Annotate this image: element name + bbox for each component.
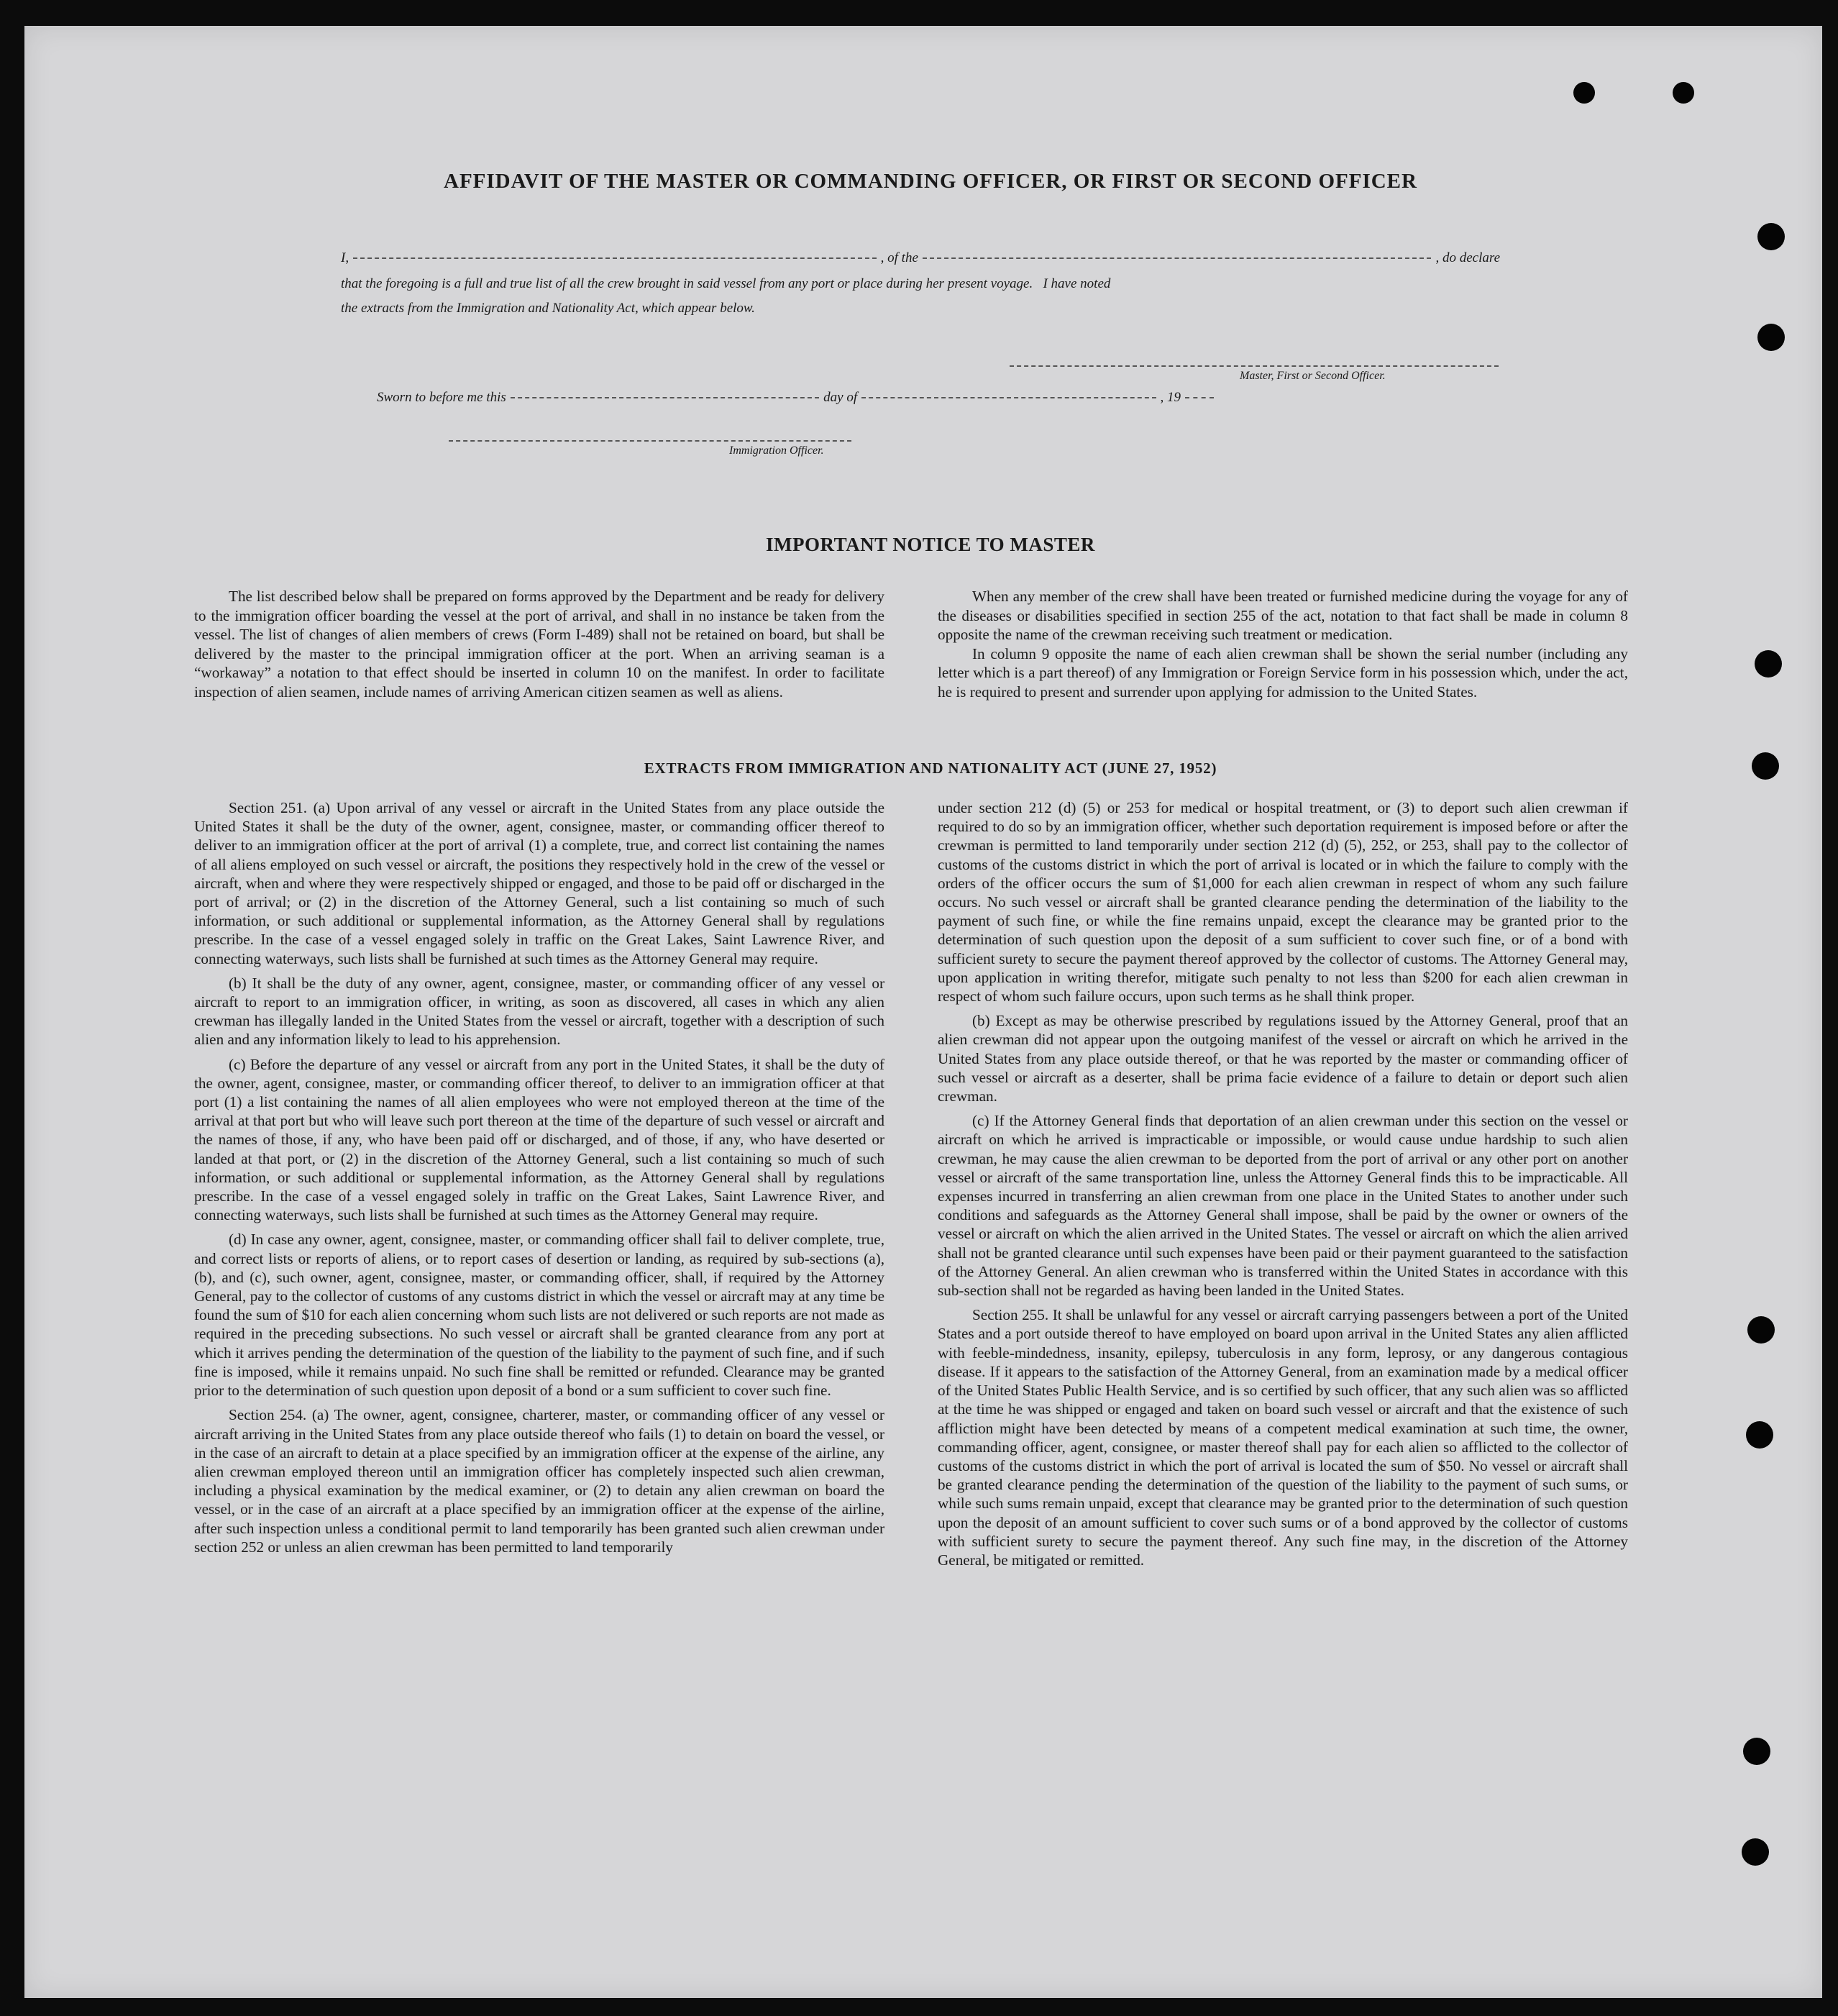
officer-signature-label: Immigration Officer. [729,444,824,457]
sworn-year-blank[interactable] [1185,397,1214,398]
document-page [24,26,1822,1998]
affidavit-title: AFFIDAVIT OF THE MASTER OR COMMANDING OFFICER, OR FIRST OR SECOND OFFICER [444,170,1417,193]
sworn-month-blank[interactable] [861,397,1156,398]
notice-right-column [938,587,1628,701]
punch-hole [1673,82,1694,104]
section-paragraph: (c) Before the departure of any vessel or aircraft from any port in the United States, it shall be the duty of the owner, agent, consignee, master, or commanding officer thereof, to deliver to an immigration officer at that port (1) a list containing the names of all alien employees who were not employed thereon at the time of the arrival at that port but who will leave such port thereon at the time of the departure of such vessel or aircraft and the names of those, if any, who have been paid off or discharged, and of those, if any, who have deserted or landed at that port, or (2) in the discretion of the Attorney General, such a list containing so much of such information, or such additional or supplemental information, as the Attorney General shall by regulations prescribe. In the case of a vessel engaged solely in traffic on the Great Lakes, Saint Lawrence River, and connecting waterways, such lists shall be furnished at such times as the Attorney General may require. [194,1055,884,1224]
name-blank[interactable] [353,257,877,259]
i-label: I, [341,250,349,265]
section-paragraph: under section 212 (d) (5) or 253 for medical or hospital treatment, or (3) to deport such alien crewman if required to do so by an immigration officer, whether such deportation requirement is imposed before or after the crewman is permitted to land temporarily under section 212 (d) (5), 252, or 253, shall pay to the collector of customs of the customs district in which the port of arrival is located or in which the failure to comply with the orders of the officer occurs the sum of $1,000 for each alien crewman in respect of whom any such failure occurs. No such vessel or aircraft shall be granted clearance pending the determination of the liability to the payment of such fine, or while the fine remains unpaid, except the clearance may be granted prior to the determination of such question upon the deposit of a sum sufficient to cover such fine, or of a bond with sufficient surety to secure the payment thereof approved by the collector of customs. The Attorney General may, upon application in writing therefor, mitigate such penalty to not less than $200 for each alien crewman in respect of whom such failure occurs, upon such terms as he shall think proper. [938,799,1628,1005]
master-signature-line[interactable] [1010,365,1499,367]
section-paragraph: (b) It shall be the duty of any owner, agent, consignee, master, or commanding officer of any vessel or aircraft to report to an immigration officer, in writing, as soon as discovered, all cases in which any alien crewman has illegally landed in the United States from the vessel or aircraft, together with a description of such alien and any information likely to lead to his apprehension. [194,974,884,1049]
vessel-blank[interactable] [923,257,1432,259]
section-paragraph: (d) In case any owner, agent, consignee, master, or commanding officer shall fail to deliver complete, true, and correct lists or reports of aliens, or to report cases of desertion or landing, as required by sub-sections (a), (b), and (c), such owner, agent, consignee, master, or commanding officer, shall, if required by the Attorney General, pay to the collector of customs of any customs district in which the vessel or aircraft may at any time be found the sum of $10 for each alien concerning whom such lists are not delivered or such reports are not made as required in the preceding subsections. No such vessel or aircraft shall be granted clearance from any port at which it arrives pending the determination of the question of the liability to the payment of such fine, and if such fine is imposed, while it remains unpaid. No such fine shall be remitted or refunded. Clearance may be granted prior to the determination of such question upon deposit of a bond or a sum sufficient to cover such fine. [194,1231,884,1400]
extracts-left-column [194,798,884,1562]
punch-hole [1743,1738,1770,1765]
year-label: , 19 [1160,390,1181,405]
master-signature-label: Master, First or Second Officer. [1240,370,1386,382]
of-the-label: , of the [880,250,918,265]
extracts-right-column [938,798,1628,1575]
extracts-title: EXTRACTS FROM IMMIGRATION AND NATIONALITY ACT (JUNE 27, 1952) [644,760,1217,777]
section-paragraph: Section 254. (a) The owner, agent, consignee, charterer, master, or commanding officer of any vessel or aircraft arriving in the United States from any place outside thereof who fails (1) to detain on board the vessel, or in the case of an aircraft to detain at a place specified by an immigration officer at the expense of the airline, any alien crewman employed thereon until an immigration officer has completely inspected such alien crewman, including a physical examination by the medical examiner, or (2) to detain any alien crewman on board the vessel, or in the case of an aircraft at a place specified by an immigration officer at the expense of the airline, after such inspection unless a conditional permit to land temporarily has been granted such alien crewman under section 252 or unless an alien crewman has been permitted to land temporarily [194,1406,884,1556]
section-paragraph: Section 251. (a) Upon arrival of any vessel or aircraft in the United States from any place outside the United States it shall be the duty of the owner, agent, consignee, master, or commanding officer thereof to deliver to an immigration officer at the port of arrival (1) a complete, true, and correct list containing the names of all aliens employed on such vessel or aircraft, the positions they respectively hold in the crew of the vessel or aircraft, when and where they were respectively shipped or engaged, and those to be paid off or discharged in the port of arrival; or (2) in the discretion of the Attorney General, such a list containing so much of such information, or such additional or supplemental information, as the Attorney General shall by regulations prescribe. In the case of a vessel engaged solely in traffic on the Great Lakes, Saint Lawrence River, and connecting waterways, such lists shall be furnished at such times as the Attorney General may require. [194,799,884,967]
punch-hole [1573,82,1595,104]
section-paragraph: Section 255. It shall be unlawful for any vessel or aircraft carrying passengers between a port of the United States and a port outside thereof to have employed on board upon arrival in the United States any alien afflicted with feeble-mindedness, insanity, epilepsy, tuberculosis in any form, leprosy, or any dangerous contagious disease. If it appears to the satisfaction of the Attorney General, from an examination made by a medical officer of the United States Public Health Service, and is so certified by such officer, that any such alien was so afflicted at the time he was shipped or engaged and taken on board such vessel or aircraft and that the existence of such affliction might have been detected by means of a competent medical examination at such time, the owner, commanding officer, agent, consignee, or master thereof shall pay for each alien so afflicted to the collector of customs of the customs district in which the port of arrival is located the sum of $50. No vessel or aircraft shall be granted clearance pending the determination of the question of the liability to the payment of such sums, or while such sums remain unpaid, except that clearance may be granted prior to the determination of such question upon the deposit of an amount sufficient to cover such sums or of a bond approved by the collector of customs with sufficient surety to secure the payment thereof. Any such fine may, in the discretion of the Attorney General, be mitigated or remitted. [938,1306,1628,1569]
notice-paragraph: The list described below shall be prepared on forms approved by the Department and be ready for delivery to the immigration officer boarding the vessel at the port of arrival, and shall in no instance be taken from the vessel. The list of changes of alien members of crews (Form I-489) shall not be retained on board, but shall be delivered by the master to the principal immigration officer at the port. When an arriving seaman is a “workaway” a notation to that effect should be inserted in column 10 on the manifest. In order to facilitate inspection of alien seamen, include names of arriving American citizen seamen as well as aliens. [194,588,884,701]
notice-title: IMPORTANT NOTICE TO MASTER [766,534,1095,555]
sworn-line [377,390,1218,406]
day-of-label: day of [823,390,858,405]
affidavit-text-line: that the foregoing is a full and true list of all the crew brought in said vessel from any port or place during her present voyage. I have noted [341,276,1111,291]
do-declare-label: , do declare [1435,250,1501,265]
punch-hole [1746,1421,1773,1449]
punch-hole [1757,324,1785,351]
punch-hole [1747,1316,1775,1344]
section-paragraph: (b) Except as may be otherwise prescribed by regulations issued by the Attorney General, proof that an alien crewman did not appear upon the outgoing manifest of the vessel or aircraft on which he arrived in the United States from any place outside thereof, or that he was reported by the master or commanding officer of such vessel or aircraft as a deserter, shall be prima facie evidence of a failure to detain or deport such alien crewman. [938,1012,1628,1105]
officer-signature-line[interactable] [449,440,851,442]
section-paragraph: (c) If the Attorney General finds that deportation of an alien crewman under this section on the vessel or aircraft on which he arrived is impracticable or impossible, or would cause undue hardship to such alien crewman, he may cause the alien crewman to be deported from the port of arrival or any other port on another vessel or aircraft of the same transportation line, unless the Attorney General finds this to be impracticable. All expenses incurred in transferring an alien crewman from one place in the United States to another under such conditions and safeguards as the Attorney General shall impose, shall be paid by the owner or owners of the vessel or aircraft on which the alien arrived in the United States. The vessel or aircraft on which the alien arrived shall not be granted clearance until such expenses have been paid or their payment guaranteed to the satisfaction of the Attorney General. An alien crewman who is transferred within the United States in accordance with this sub-section shall not be regarded as having been landed in the United States. [938,1112,1628,1300]
affidavit-text-line: the extracts from the Immigration and Nationality Act, which appear below. [341,301,755,316]
affidavit-declaration-line [341,250,1500,266]
notice-paragraph: When any member of the crew shall have been treated or furnished medicine during the voyage for any of the diseases or disabilities specified in section 255 of the act, notation to that fact shall be made in column 8 opposite the name of the crewman receiving such treatment or medication. [938,588,1628,643]
notice-left-column [194,587,884,701]
punch-hole [1755,650,1782,678]
punch-hole [1757,223,1785,250]
sworn-day-blank[interactable] [511,397,819,398]
sworn-label: Sworn to before me this [377,390,506,405]
notice-paragraph: In column 9 opposite the name of each alien crewman shall be shown the serial number (including any letter which is a part thereof) of any Immigration or Foreign Service form in his possession which, under the act, he is required to present and surrender upon applying for admission to the United States. [938,644,1628,701]
punch-hole [1742,1838,1769,1866]
